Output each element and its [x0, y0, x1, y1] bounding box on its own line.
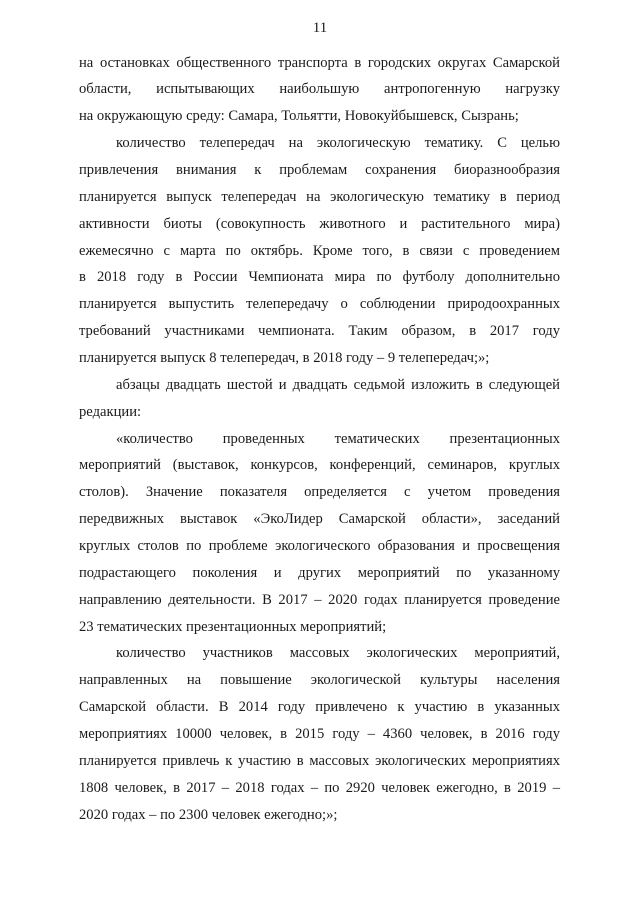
page-number: 11: [312, 20, 328, 36]
paragraph-line: мероприятий (выставок, конкурсов, конференций, семинаров, круглых: [79, 457, 560, 473]
paragraph-line: количество участников массовых экологических мероприятий,: [116, 645, 560, 661]
paragraph-line: на остановках общественного транспорта в городских округах Самарской: [79, 55, 560, 71]
paragraph-line: количество телепередач на экологическую тематику. С целью: [116, 135, 560, 151]
paragraph-line: 2020 годах – по 2300 человек ежегодно;»;: [79, 807, 338, 823]
paragraph-line: планируется выпуск 8 телепередач, в 2018 году – 9 телепередач;»;: [79, 350, 490, 366]
paragraph-line: привлечения внимания к проблемам сохранения биоразнообразия: [79, 162, 560, 178]
paragraph-line: активности биоты (совокупность животного и растительного мира): [79, 216, 560, 232]
paragraph-line: 1808 человек, в 2017 – 2018 годах – по 2920 человек ежегодно, в 2019 –: [79, 780, 560, 796]
paragraph-line: направленных на повышение экологической культуры населения: [79, 672, 560, 688]
paragraph-line: столов). Значение показателя определяется с учетом проведения: [79, 484, 560, 500]
paragraph-line: планируется выпустить телепередачу о соблюдении природоохранных: [79, 296, 560, 312]
paragraph-line: в 2018 году в России Чемпионата мира по футболу дополнительно: [79, 269, 560, 285]
paragraph-line: подрастающего поколения и других мероприятий по указанному: [79, 565, 560, 581]
paragraph-line: требований участниками чемпионата. Таким образом, в 2017 году: [79, 323, 560, 339]
paragraph-line: абзацы двадцать шестой и двадцать седьмой изложить в следующей: [116, 377, 560, 393]
paragraph-line: редакции:: [79, 404, 142, 420]
paragraph-line: планируется привлечь к участию в массовых экологических мероприятиях: [79, 753, 560, 769]
paragraph-line: ежемесячно с марта по октябрь. Кроме того, в связи с проведением: [79, 243, 560, 259]
paragraph-line: области, испытывающих наибольшую антропогенную нагрузку: [79, 81, 560, 97]
paragraph-line: круглых столов по проблеме экологического образования и просвещения: [79, 538, 560, 554]
paragraph-line: планируется выпуск телепередач на экологическую тематику в период: [79, 189, 560, 205]
paragraph-line: на окружающую среду: Самара, Тольятти, Новокуйбышевск, Сызрань;: [79, 108, 519, 124]
paragraph-line: направлению деятельности. В 2017 – 2020 годах планируется проведение: [79, 592, 560, 608]
paragraph-line: мероприятиях 10000 человек, в 2015 году – 4360 человек, в 2016 году: [79, 726, 560, 742]
paragraph-line: Самарской области. В 2014 году привлечено к участию в указанных: [79, 699, 560, 715]
paragraph-line: 23 тематических презентационных мероприятий;: [79, 619, 387, 635]
paragraph-line: «количество проведенных тематических презентационных: [116, 431, 560, 447]
paragraph-line: передвижных выставок «ЭкоЛидер Самарской области», заседаний: [79, 511, 560, 527]
